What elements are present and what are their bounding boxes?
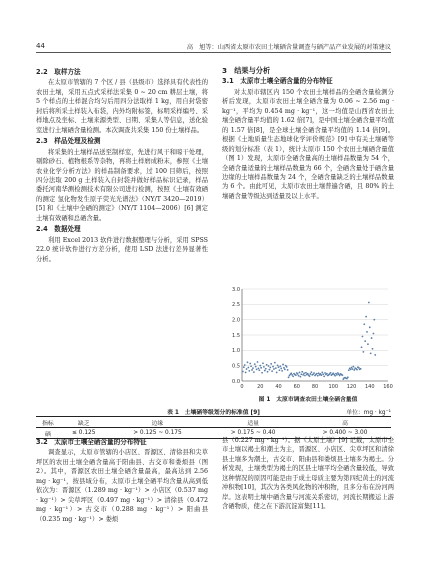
data-point (310, 371, 312, 373)
data-point (277, 364, 279, 366)
data-point (320, 374, 322, 376)
left-column-bottom (36, 436, 208, 524)
data-point (370, 353, 372, 355)
data-point (310, 373, 312, 375)
data-point (334, 375, 336, 377)
data-point (361, 346, 363, 348)
data-point (360, 368, 362, 370)
paragraph: 将采集的土壤样品送至制样室，先进行风干和晾干处理，剔除砂石、植物根系等杂物，再将土样磨成粉末，参照《土壤农业化学分析方法》的样品制备要求，过 100 目筛后，按照四分法取 200 g 土样装入自封袋并做好样品标识记录，样品委托河南华测检测技术有限公司进行检测，按照《土壤有效硒的测定 氢化物发生原子荧光光谱法》（NY/T 3420—2019）[5] 和《土壤中全硒的测定》（NY/T 1104—2006）[6] 测定土壤有效硒和总硒含量。 (36, 148, 208, 222)
data-point (260, 367, 262, 369)
y-tick-label: 1.5 (232, 332, 240, 339)
section-heading: 2.4 数据处理 (36, 225, 81, 234)
data-point (252, 367, 254, 369)
y-tick-label: 2.0 (232, 317, 240, 324)
data-point (353, 369, 355, 371)
data-point (339, 375, 341, 377)
data-point (245, 372, 247, 374)
paragraph: 县（0.227 mg · kg⁻¹）。据《太原土壤》[9] 记载，太原市全市土壤以褐土和潮土为主，晋源区、小店区、尖草坪区和清徐县土壤多为潮土，古交市、阳曲县和娄烦县土壤多为褐土。分析发现，土壤类型为褐土的区县土壤平均全硒含量较低，导致这种情况的原因可能是由于成土母质主要为第四纪黄土的河流冲积物[10]，其次为各类风化物的冲积物，且多分布在汾河两岸。这表明土壤中硒含量与河流关系密切，河流长期搬运上游含硒物质，使之在下游沉淀富集[11]。 (222, 437, 394, 511)
data-point (263, 366, 265, 368)
data-point (367, 343, 369, 345)
data-point (304, 375, 306, 377)
table-cell: > 0.175 ~ 0.40 (230, 430, 276, 436)
data-point (264, 370, 266, 372)
data-point (278, 366, 280, 368)
x-tick-label: 40 (275, 384, 282, 390)
data-point (288, 376, 290, 378)
data-point (300, 376, 302, 378)
data-point (271, 370, 273, 372)
data-point (330, 372, 332, 374)
data-point (323, 376, 325, 378)
data-point (298, 375, 300, 377)
data-point (309, 375, 311, 377)
data-point (369, 326, 371, 328)
section-heading: 3 结果与分析 (222, 66, 271, 75)
table-cell: 硒 (45, 431, 51, 438)
data-point (261, 372, 263, 374)
data-point (317, 375, 319, 377)
scatter-chart (222, 283, 394, 393)
data-point (363, 323, 365, 325)
data-point (356, 369, 358, 371)
data-point (348, 369, 350, 371)
data-point (275, 367, 277, 369)
x-tick-label: 80 (311, 384, 319, 390)
section-heading: 2.2 取样方法 (36, 68, 81, 76)
data-point (362, 336, 364, 338)
data-point (265, 368, 267, 370)
data-point (270, 363, 272, 365)
data-point (248, 370, 250, 372)
data-point (300, 373, 302, 375)
x-tick-label: 160 (383, 384, 393, 390)
data-point (368, 302, 370, 304)
data-point (341, 374, 343, 376)
data-point (268, 369, 270, 371)
data-point (292, 376, 294, 378)
column-header: 高 (342, 420, 348, 427)
data-point (267, 371, 269, 373)
data-point (374, 354, 376, 356)
x-tick-label: 120 (346, 384, 357, 390)
data-point (305, 372, 307, 374)
data-point (257, 361, 259, 363)
data-point (283, 367, 285, 369)
data-point (321, 372, 323, 374)
figure-caption: 图 1 太原市调查农田土壤全硒含量值 (258, 397, 358, 403)
data-point (302, 374, 304, 376)
table-cell: > 0.125 ~ 0.175 (133, 430, 182, 436)
data-point (290, 372, 292, 374)
column-header: 适量 (247, 420, 259, 427)
right-column-bottom (222, 436, 394, 512)
data-point (279, 369, 281, 371)
data-point (299, 372, 301, 374)
data-point (287, 369, 289, 371)
data-point (284, 368, 286, 370)
data-point (276, 372, 278, 374)
page-header (36, 40, 391, 53)
data-point (350, 368, 352, 370)
data-point (247, 367, 249, 369)
x-tick-label: 100 (328, 384, 339, 390)
data-point (258, 369, 260, 371)
data-point (244, 364, 246, 366)
data-point (313, 372, 315, 374)
data-point (281, 370, 283, 372)
data-point (347, 376, 349, 378)
data-point (358, 367, 360, 369)
paragraph: 在太原市管辖的 7 个区 / 县（县级市）选择具有代表性的农田土壤，采用五点式采样法采集 0 ~ 20 cm 耕层土壤，将 5 个样点的土样混合均匀后用四分法取样 1 kg，用自封袋密封后将所采土样装入布袋，内外均附标签，标明采样编号、采样地点及坐标、土壤来源类型、日期、采集人等信息，送化验室进行土壤硒含量检测。本次调查共采集 150 份土壤样品。 (36, 79, 208, 134)
data-point (254, 363, 256, 365)
data-point (291, 374, 293, 376)
paragraph: 利用 Excel 2013 软件进行数据整理与分析，采用 SPSS 22.0 统计软件进行方差分析，使用 LSD 法进行差异显著性分析。 (36, 236, 208, 263)
column-header: 边缘 (151, 420, 164, 427)
data-point (262, 362, 264, 364)
data-point (372, 348, 374, 350)
column-header: 缺乏 (77, 420, 90, 427)
data-point (247, 361, 249, 363)
left-column (36, 66, 208, 264)
table-cell: > 0.400 ~ 3.00 (322, 430, 368, 436)
section-heading: 2.3 样品处理及检测 (36, 137, 101, 146)
paragraph: 调查显示，太原市管辖的小店区、晋源区、清徐县和尖草坪区的农田土壤全硒含量高于阳曲县、古交市和娄烦县（图 2）。其中，晋源区农田土壤全硒含量最高，最高达到 2.56 mg · kg⁻¹，按县域分布，太原市土壤全硒平均含量从高到低依次为：晋源区（1.289 mg · kg⁻¹）> 小店区（0.537 mg · kg⁻¹）> 尖草坪区（0.497 mg · kg⁻¹）> 清徐县（0.472 mg · kg⁻¹）> 古交市（0.288 mg · kg⁻¹）> 阳曲县（0.235 mg · kg⁻¹）> 娄烦 (36, 449, 208, 523)
data-point (301, 371, 303, 373)
table-header-row (36, 417, 391, 428)
data-point (373, 333, 375, 335)
y-tick-label: 1.0 (232, 348, 240, 355)
data-point (364, 340, 366, 342)
data-point (307, 373, 309, 375)
data-point (272, 366, 274, 368)
data-point (352, 366, 354, 368)
data-point (352, 368, 354, 370)
data-point (246, 368, 248, 370)
data-point (266, 364, 268, 366)
data-point (286, 366, 288, 368)
data-point (243, 366, 245, 368)
data-point (373, 319, 375, 321)
data-point (366, 331, 368, 333)
data-point (242, 371, 244, 373)
section-heading: 3.1 太原市土壤全硒含量的分布特征 (222, 77, 333, 86)
paragraph: 对太原市辖区内 150 个农田土壤样品的全硒含量检测分析后发现，太原市农田土壤全硒含量为 0.06 ~ 2.56 mg · kg⁻¹，平均为 0.454 mg · kg⁻¹，这一均值是山西省农田土壤全硒含量平均值的 1.62 倍[7]，是中国土壤全硒含量平均值的 1.57 倍[8]，是全球土壤全硒含量平均值的 1.14 倍[9]。根据《土地质量生态地球化学评价规范》[9] 中有关土壤硒等级的划分标准（表 1），统计太原市 150 个农田土壤硒含量值（图 1）发现，太原市全硒含量高的土壤样品数量为 54 个，全硒含量适量的土壤样品数量为 66 个，全硒含量处于硒含量边缘的土壤样品数量为 24 个，全硒含量缺乏的土壤样品数量为 6 个。由此可见，太原市农田土壤普遍含硒，且 80% 的土壤硒含量等级达到适量及以上水平。 (222, 88, 394, 200)
data-point (255, 366, 257, 368)
data-point (280, 368, 282, 370)
y-tick-label: 3.0 (232, 286, 240, 293)
data-point (297, 373, 299, 375)
table-unit: 单位：mg · kg⁻¹ (346, 410, 391, 416)
data-point (259, 365, 261, 367)
page-number: 44 (36, 42, 45, 50)
data-point (336, 374, 338, 376)
data-point (324, 372, 326, 374)
data-point (303, 372, 305, 374)
x-tick-label: 0 (240, 384, 244, 390)
y-tick-label: 0.5 (232, 363, 240, 370)
right-column (222, 66, 394, 201)
x-tick-label: 140 (364, 384, 375, 390)
data-point (253, 371, 255, 373)
data-point (282, 364, 284, 366)
data-point (318, 372, 320, 374)
data-point (362, 351, 364, 353)
running-title: 高 旭等：山西省太原市农田土壤硒含量调查与硒产品产业发展的对策建议 (186, 44, 391, 51)
data-point (351, 367, 353, 369)
data-point (365, 316, 367, 318)
data-point (256, 368, 258, 370)
data-point (249, 363, 251, 365)
data-point (268, 365, 270, 367)
data-point (279, 365, 281, 367)
column-header: 指标 (42, 420, 54, 427)
table-cell: ≤ 0.125 (72, 430, 96, 436)
y-tick-label: 2.5 (232, 302, 240, 309)
data-point (274, 362, 276, 364)
data-point (322, 373, 324, 375)
standards-table (36, 407, 391, 439)
data-point (295, 374, 297, 376)
x-tick-label: 20 (257, 384, 264, 390)
y-tick-label: 0.0 (232, 378, 240, 385)
data-point (326, 373, 328, 375)
data-point (273, 368, 275, 370)
data-point (371, 337, 373, 339)
x-tick-label: 60 (293, 384, 300, 390)
data-point (251, 369, 253, 371)
table-caption: 表 1 土壤硒等级划分的标准值 [9] (167, 410, 260, 416)
data-point (250, 365, 252, 367)
data-point (258, 368, 260, 370)
section-heading: 3.2 太原市土壤全硒含量的分布特征 (36, 438, 147, 446)
data-point (316, 373, 318, 375)
data-point (269, 367, 271, 369)
